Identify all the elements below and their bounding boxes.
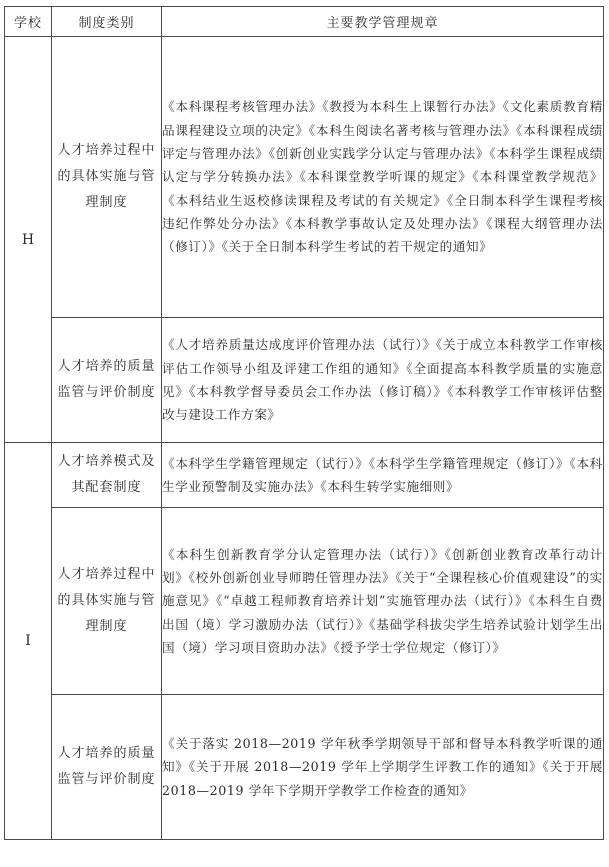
header-school: 学校: [5, 7, 52, 37]
table-row: [5, 443, 604, 508]
teaching-rules-table: [4, 6, 604, 840]
header-row: [5, 7, 604, 37]
table-header: [5, 7, 604, 37]
rules-cell: 《本科学生学籍管理规定（试行）》《本科学生学籍管理规定（修订）》《本科生学业预警制及实施办法》《本科生转学实施细则》: [162, 443, 604, 508]
table-row: [5, 508, 604, 695]
rules-cell: 《本科课程考核管理办法》《教授为本科生上课暂行办法》《文化素质教育精品课程建设立项的决定》《本科生阅读名著考核与管理办法》《本科课程成绩评定与管理办法》《创新创业实践学分认定与管理办法》《本科学生课程成绩认定与学分转换办法》《本科课堂教学听课的规定》《本科课堂教学规范》《本科结业生返校修读课程及考试的有关规定》《全日制本科学生课程考核违纪作弊处分办法》《本科教学事故认定及处理办法》《课程大纲管理办法（修订）》《关于全日制本科学生考试的若干规定的通知》: [162, 37, 604, 318]
school-cell: I: [5, 443, 52, 840]
table-body: [5, 37, 604, 840]
category-cell: 人才培养的质量监管与评价制度: [52, 695, 162, 840]
rules-cell: 《关于落实 2018—2019 学年秋季学期领导干部和督导本科教学听课的通知》《关于开展 2018—2019 学年上学期学生评教工作的通知》《关于开展 2018—2019 学年下学期开学教学工作检查的通知》: [162, 695, 604, 840]
school-cell: H: [5, 37, 52, 443]
category-cell: 人才培养模式及其配套制度: [52, 443, 162, 508]
header-category: 制度类别: [52, 7, 162, 37]
table-row: [5, 318, 604, 443]
category-cell: 人才培养的质量监管与评价制度: [52, 318, 162, 443]
category-cell: 人才培养过程中的具体实施与管理制度: [52, 508, 162, 695]
category-cell: 人才培养过程中的具体实施与管理制度: [52, 37, 162, 318]
rules-cell: 《本科生创新教育学分认定管理办法（试行）》《创新创业教育改革行动计划》《校外创新创业导师聘任管理办法》《关于“全课程核心价值观建设”的实施意见》《“卓越工程师教育培养计划”实施管理办法（试行）》《本科生自费出国（境）学习激励办法（试行）》《基础学科拔尖学生培养试验计划学生出国（境）学习项目资助办法》《授予学士学位规定（修订）》: [162, 508, 604, 695]
header-rules: 主要教学管理规章: [162, 7, 604, 37]
table-row: [5, 695, 604, 840]
table-row: [5, 37, 604, 318]
rules-cell: 《人才培养质量达成度评价管理办法（试行）》《关于成立本科教学工作审核评估工作领导小组及评建工作组的通知》《全面提高本科教学质量的实施意见》《本科教学督导委员会工作办法（修订稿）》《本科教学工作审核评估整改与建设工作方案》: [162, 318, 604, 443]
